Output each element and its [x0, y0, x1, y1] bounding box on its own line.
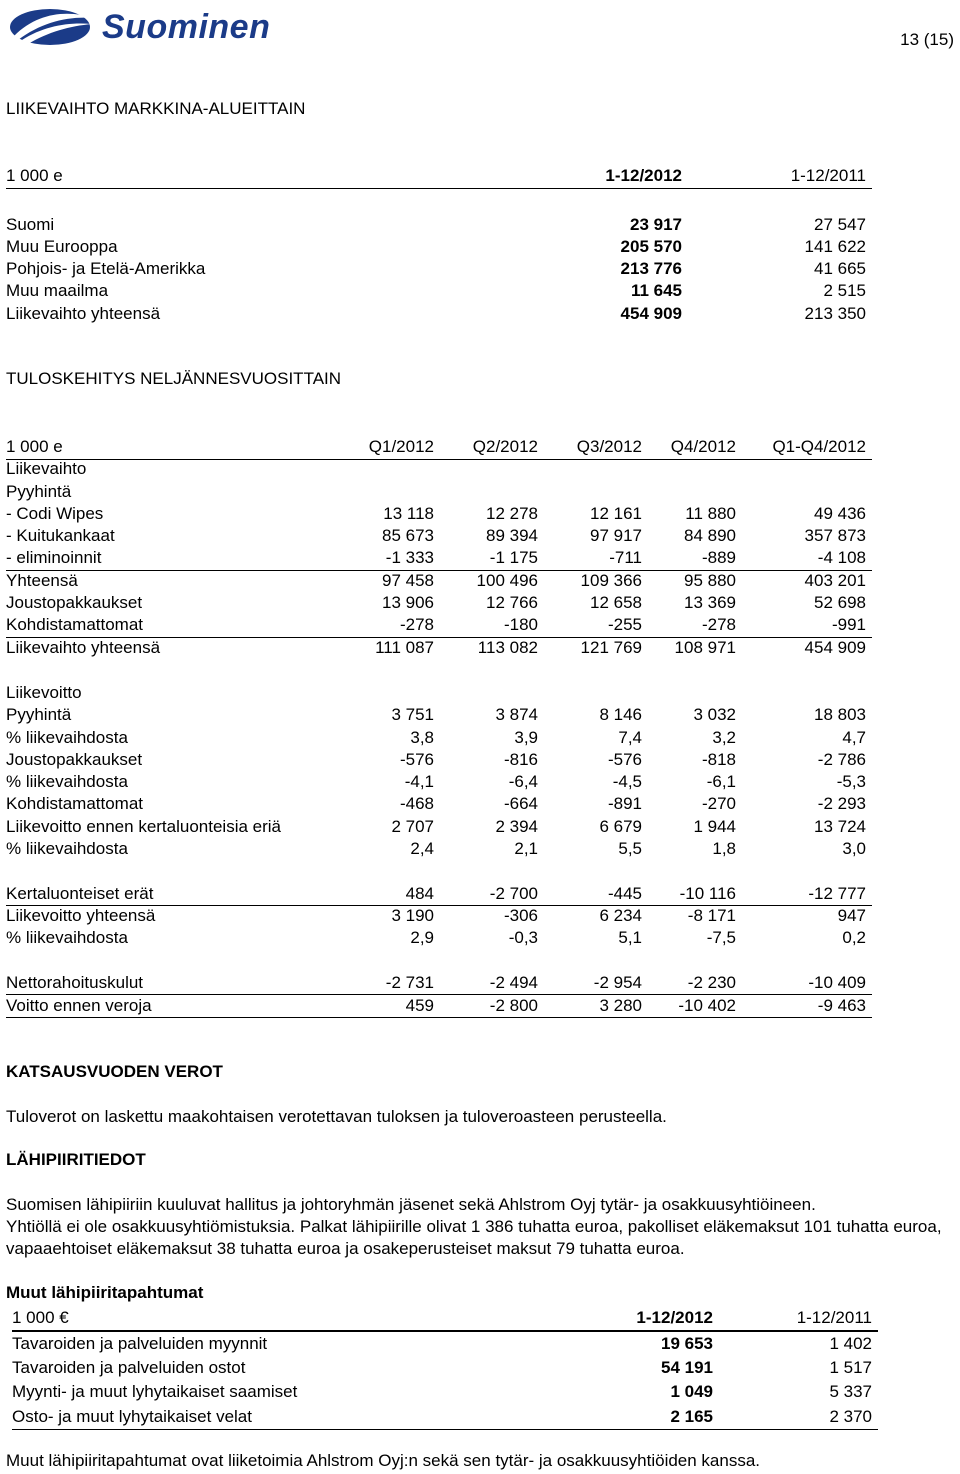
cell-value: -576 — [399, 750, 434, 769]
cell-value: -2 230 — [687, 973, 736, 992]
cell-value: 459 — [405, 996, 434, 1015]
cell-value: -10 116 — [679, 884, 736, 903]
cell-value: 3 751 — [391, 705, 434, 724]
cell-value: -445 — [607, 884, 642, 903]
cell-value: 89 394 — [486, 526, 538, 545]
cell-value: 95 880 — [684, 571, 736, 590]
cell-value: 11 880 — [685, 504, 736, 523]
cell-value: -2 494 — [489, 973, 538, 992]
row-label: Pyyhintä — [6, 705, 72, 724]
value-2011: 1 517 — [829, 1358, 872, 1377]
cell-value: 111 087 — [375, 638, 434, 657]
row-label: Muu Eurooppa — [6, 237, 118, 256]
section-title-related: LÄHIPIIRITIEDOT — [6, 1150, 146, 1169]
section-title-quarterly: TULOSKEHITYS NELJÄNNESVUOSITTAIN — [6, 369, 342, 388]
table-row — [6, 547, 872, 569]
table-row — [12, 1333, 878, 1355]
table-row — [6, 458, 872, 480]
divider — [12, 1330, 878, 1332]
cell-value: 1,8 — [712, 839, 736, 858]
cell-value: 3 032 — [693, 705, 736, 724]
cell-value: -2 800 — [489, 996, 538, 1015]
divider — [6, 1017, 872, 1018]
cell-value: -1 175 — [489, 548, 538, 567]
cell-value: 121 769 — [580, 638, 642, 657]
table-row — [6, 637, 872, 659]
cell-value: 13 724 — [814, 817, 866, 836]
cell-value: 49 436 — [814, 504, 866, 523]
value-2012: 205 570 — [620, 237, 682, 256]
cell-value: 3,2 — [712, 728, 736, 747]
row-label: - Kuitukankaat — [6, 526, 115, 545]
cell-value: 5,5 — [618, 839, 642, 858]
page-number: 13 (15) — [900, 30, 954, 49]
cell-value: 1 944 — [693, 817, 736, 836]
cell-value: 2,4 — [410, 839, 434, 858]
col-total: Q1-Q4/2012 — [772, 437, 866, 456]
cell-value: -6,1 — [706, 772, 736, 791]
value-2012: 19 653 — [661, 1334, 713, 1353]
cell-value: 454 909 — [804, 638, 866, 657]
value-2012: 2 165 — [670, 1407, 713, 1426]
row-label: Joustopakkaukset — [6, 750, 143, 769]
table-row — [12, 1381, 878, 1403]
cell-value: -306 — [503, 906, 538, 925]
col-q2: Q2/2012 — [472, 437, 538, 456]
cell-value: -1 333 — [385, 548, 434, 567]
cell-value: 109 366 — [580, 571, 642, 590]
company-logo — [8, 6, 288, 48]
row-label: % liikevaihdosta — [6, 839, 128, 858]
table-row — [6, 793, 872, 815]
cell-value: 7,4 — [618, 728, 642, 747]
row-label: Suomi — [6, 215, 55, 234]
row-label: Kertaluonteiset erät — [6, 884, 154, 903]
row-label: Voitto ennen veroja — [6, 996, 152, 1015]
cell-value: 97 917 — [590, 526, 642, 545]
cell-value: 97 458 — [382, 571, 434, 590]
divider — [12, 1429, 878, 1430]
cell-value: -2 700 — [489, 884, 538, 903]
table-row — [6, 905, 872, 927]
cell-value: -6,4 — [508, 772, 538, 791]
cell-value: 12 766 — [486, 593, 538, 612]
cell-value: -818 — [701, 750, 736, 769]
cell-value: 13 118 — [383, 504, 434, 523]
market-table-header — [6, 165, 872, 187]
table-row — [6, 771, 872, 793]
cell-value: 100 496 — [476, 571, 538, 590]
row-label: - eliminoinnit — [6, 548, 102, 567]
cell-value: -816 — [503, 750, 538, 769]
related-table-header — [12, 1307, 878, 1329]
row-label: Kohdistamattomat — [6, 794, 144, 813]
cell-value: 8 146 — [599, 705, 642, 724]
cell-value: -4 108 — [817, 548, 866, 567]
cell-value: -4,1 — [404, 772, 434, 791]
cell-value: -2 731 — [385, 973, 434, 992]
row-label: Osto- ja muut lyhytaikaiset velat — [12, 1407, 252, 1426]
col-2011: 1-12/2011 — [790, 166, 866, 185]
table-row — [6, 727, 872, 749]
unit-label: 1 000 e — [6, 166, 63, 185]
related-text-2: Yhtiöllä ei ole osakkuusyhtiömistuksia. Palkat lähipiirille olivat 1 386 tuhatta euroa, pakolliset eläkemaksut 101 tuhatta euroa, vapaaehtoiset eläkemaksut 38 tuhatta euroa ja osakeperusteiset maksut 79 tuhatta euroa. — [6, 1217, 942, 1258]
cell-value: -711 — [609, 548, 642, 567]
value-2012: 213 776 — [620, 259, 682, 278]
table-row — [6, 570, 872, 592]
row-label: Kohdistamattomat — [6, 615, 144, 634]
cell-value: -12 777 — [808, 884, 866, 903]
value-2012: 454 909 — [620, 304, 682, 323]
table-row — [6, 749, 872, 771]
cell-value: 2,9 — [410, 928, 434, 947]
row-label: % liikevaihdosta — [6, 772, 128, 791]
table-row — [6, 214, 872, 236]
col-q1: Q1/2012 — [368, 437, 434, 456]
cell-value: -180 — [503, 615, 538, 634]
table-row — [6, 525, 872, 547]
cell-value: 357 873 — [804, 526, 866, 545]
row-label: Liikevoitto — [6, 683, 82, 702]
cell-value: -10 409 — [808, 973, 866, 992]
row-label: Yhteensä — [6, 571, 78, 590]
cell-value: 2 394 — [495, 817, 538, 836]
table-row — [6, 704, 872, 726]
value-2012: 23 917 — [630, 215, 682, 234]
row-label: Pohjois- ja Etelä-Amerikka — [6, 259, 206, 278]
cell-value: 12 161 — [590, 504, 642, 523]
related-text-1: Suomisen lähipiiriin kuuluvat hallitus ja johtoryhmän jäsenet sekä Ahlstrom Oyj tytär- ja osakkuusyhtiöineen. — [6, 1195, 816, 1214]
cell-value: 84 890 — [684, 526, 736, 545]
cell-value: 6 234 — [599, 906, 642, 925]
cell-value: -2 954 — [593, 973, 642, 992]
table-row — [6, 682, 872, 704]
row-label: Muu maailma — [6, 281, 109, 300]
cell-value: -889 — [701, 548, 736, 567]
table-row — [6, 838, 872, 860]
value-2011: 27 547 — [814, 215, 866, 234]
row-label: Liikevoitto yhteensä — [6, 906, 156, 925]
value-2012: 54 191 — [661, 1358, 713, 1377]
cell-value: -991 — [831, 615, 866, 634]
row-label: Liikevaihto yhteensä — [6, 304, 161, 323]
table-row — [6, 592, 872, 614]
cell-value: 3 190 — [391, 906, 434, 925]
row-label: Nettorahoituskulut — [6, 973, 144, 992]
col-2012: 1-12/2012 — [605, 166, 682, 185]
cell-value: 403 201 — [804, 571, 866, 590]
value-2011: 1 402 — [829, 1334, 872, 1353]
table-row — [6, 995, 872, 1017]
cell-value: -7,5 — [706, 928, 736, 947]
row-label: Pyyhintä — [6, 482, 72, 501]
unit-label: 1 000 e — [6, 437, 63, 456]
row-label: % liikevaihdosta — [6, 728, 128, 747]
cell-value: 13 906 — [382, 593, 434, 612]
section-title-other-transactions: Muut lähipiiritapahtumat — [6, 1283, 204, 1302]
cell-value: 6 679 — [599, 817, 642, 836]
cell-value: 113 082 — [477, 638, 538, 657]
cell-value: -5,3 — [836, 772, 866, 791]
row-label: Myynti- ja muut lyhytaikaiset saamiset — [12, 1382, 298, 1401]
value-2011: 2 515 — [823, 281, 866, 300]
row-label: Liikevoitto ennen kertaluonteisia eriä — [6, 817, 282, 836]
row-label: - Codi Wipes — [6, 504, 104, 523]
logo-text: Suominen — [102, 8, 271, 46]
row-label: Joustopakkaukset — [6, 593, 143, 612]
row-label: Tavaroiden ja palveluiden myynnit — [12, 1334, 268, 1353]
section-title-taxes: KATSAUSVUODEN VEROT — [6, 1062, 223, 1081]
cell-value: -278 — [399, 615, 434, 634]
unit-label: 1 000 € — [12, 1308, 69, 1327]
row-label: Liikevaihto yhteensä — [6, 638, 161, 657]
cell-value: 484 — [405, 884, 434, 903]
cell-value: 3 280 — [599, 996, 642, 1015]
divider — [6, 188, 872, 189]
cell-value: 13 369 — [684, 593, 736, 612]
suominen-swoosh-icon — [8, 6, 98, 48]
related-footer: Muut lähipiiritapahtumat ovat liiketoimia Ahlstrom Oyj:n sekä sen tytär- ja osakkuusyhtiöiden kanssa. — [6, 1451, 761, 1470]
cell-value: -0,3 — [508, 928, 538, 947]
cell-value: 5,1 — [618, 928, 642, 947]
value-2011: 213 350 — [804, 304, 866, 323]
table-row — [6, 927, 872, 949]
table-row — [6, 816, 872, 838]
cell-value: -891 — [607, 794, 642, 813]
quarterly-table-header — [6, 436, 872, 458]
taxes-text: Tuloverot on laskettu maakohtaisen verotettavan tuloksen ja tuloveroasteen perusteella. — [6, 1107, 667, 1126]
cell-value: 12 278 — [486, 504, 538, 523]
value-2011: 141 622 — [804, 237, 866, 256]
cell-value: -576 — [607, 750, 642, 769]
cell-value: 52 698 — [814, 593, 866, 612]
table-row — [6, 614, 872, 636]
table-row — [6, 236, 872, 258]
cell-value: -8 171 — [687, 906, 736, 925]
cell-value: -9 463 — [817, 996, 866, 1015]
cell-value: 2,1 — [514, 839, 538, 858]
table-row — [6, 883, 872, 905]
cell-value: 2 707 — [391, 817, 434, 836]
table-row — [6, 503, 872, 525]
col-q3: Q3/2012 — [576, 437, 642, 456]
row-label: Tavaroiden ja palveluiden ostot — [12, 1358, 246, 1377]
section-title-market-areas: LIIKEVAIHTO MARKKINA-ALUEITTAIN — [6, 99, 306, 118]
cell-value: -664 — [503, 794, 538, 813]
col-q4: Q4/2012 — [670, 437, 736, 456]
table-row — [6, 972, 872, 994]
cell-value: 4,7 — [842, 728, 866, 747]
cell-value: 12 658 — [590, 593, 642, 612]
table-row — [12, 1406, 878, 1428]
table-row — [6, 481, 872, 503]
cell-value: -255 — [607, 615, 642, 634]
value-2012: 11 645 — [630, 281, 682, 300]
cell-value: 3,9 — [514, 728, 538, 747]
value-2011: 2 370 — [829, 1407, 872, 1426]
cell-value: 0,2 — [842, 928, 866, 947]
cell-value: -270 — [701, 794, 736, 813]
cell-value: 18 803 — [814, 705, 866, 724]
col-2011: 1-12/2011 — [796, 1308, 872, 1327]
table-row — [6, 280, 872, 302]
cell-value: -4,5 — [612, 772, 642, 791]
row-label: % liikevaihdosta — [6, 928, 128, 947]
col-2012: 1-12/2012 — [636, 1308, 713, 1327]
cell-value: -278 — [701, 615, 736, 634]
cell-value: 85 673 — [382, 526, 434, 545]
value-2012: 1 049 — [670, 1382, 713, 1401]
cell-value: 108 971 — [674, 638, 736, 657]
cell-value: -468 — [399, 794, 434, 813]
cell-value: -2 786 — [817, 750, 866, 769]
cell-value: 947 — [837, 906, 866, 925]
row-label: Liikevaihto — [6, 459, 87, 478]
cell-value: 3,0 — [842, 839, 866, 858]
table-row — [6, 303, 872, 325]
cell-value: 3 874 — [495, 705, 538, 724]
cell-value: -2 293 — [817, 794, 866, 813]
table-row — [6, 258, 872, 280]
value-2011: 41 665 — [814, 259, 866, 278]
cell-value: 3,8 — [410, 728, 434, 747]
cell-value: -10 402 — [678, 996, 736, 1015]
value-2011: 5 337 — [829, 1382, 872, 1401]
table-row — [12, 1357, 878, 1379]
